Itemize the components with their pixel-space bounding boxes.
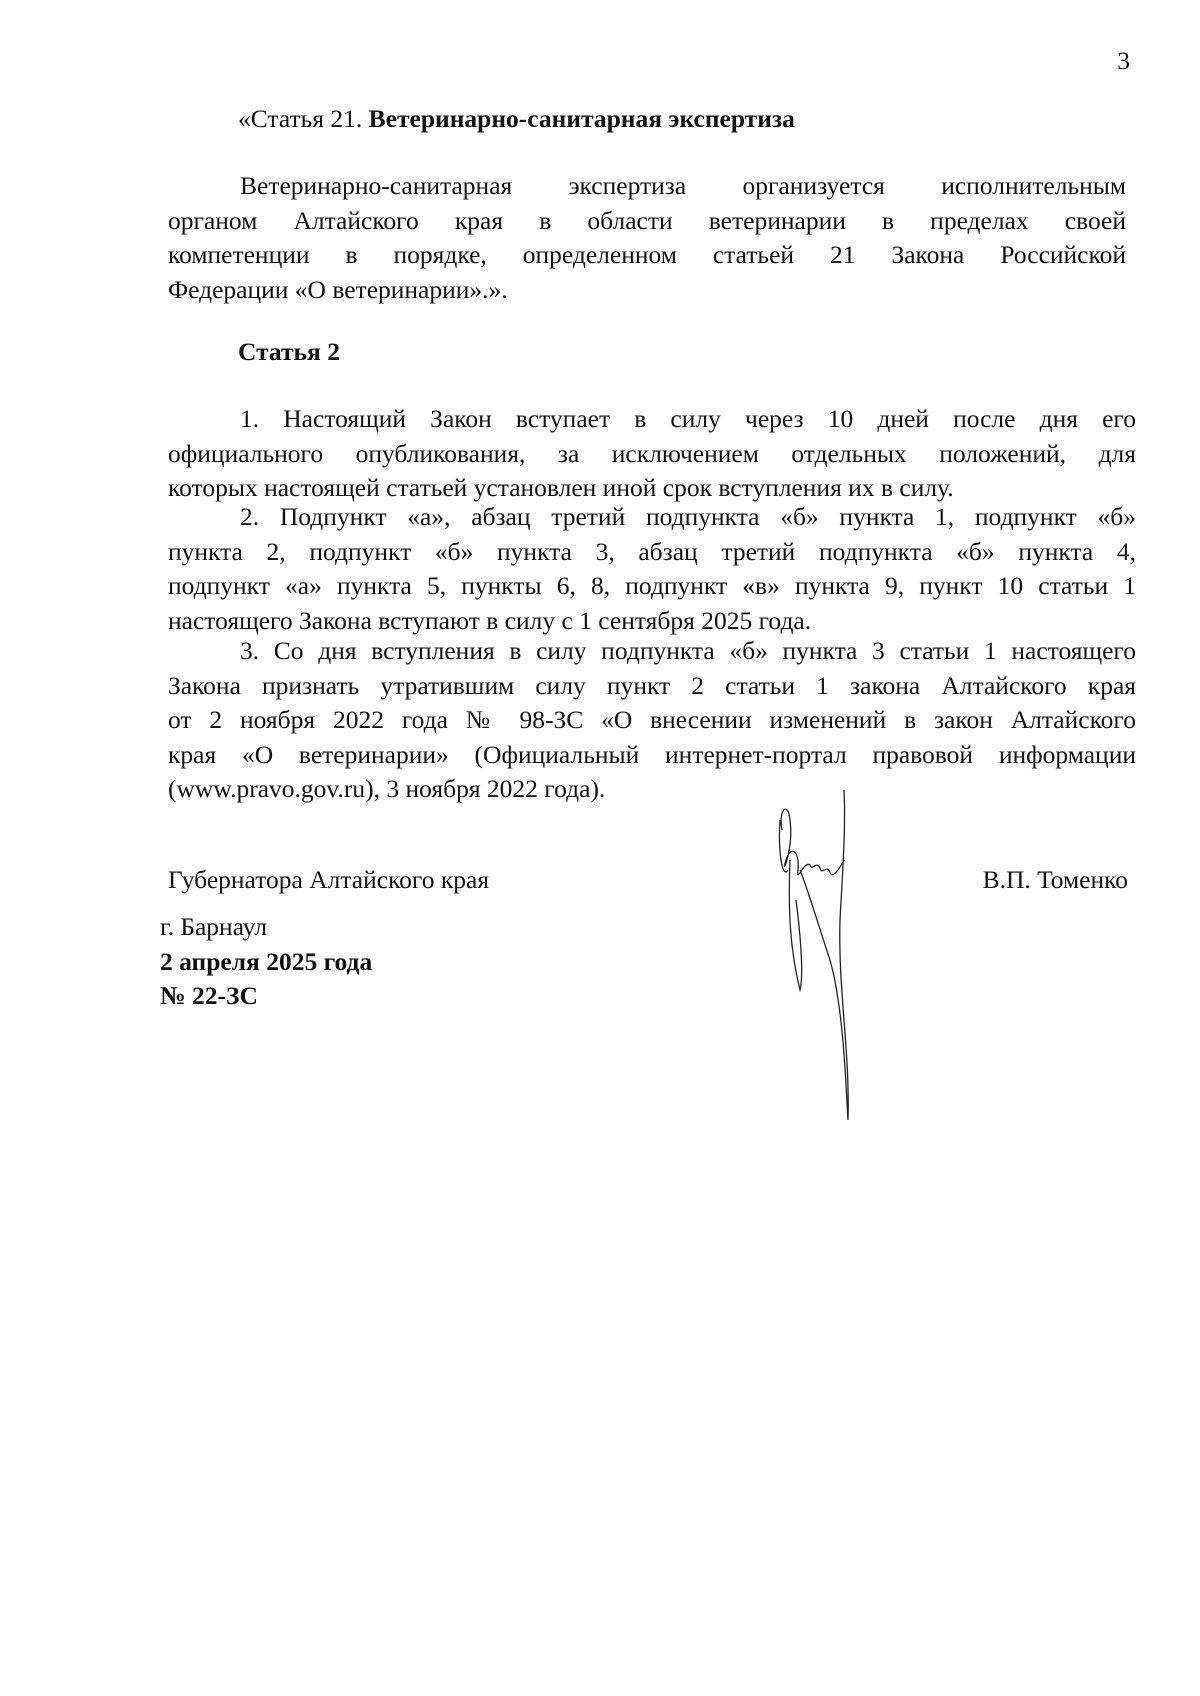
signatory-position: Губернатора Алтайского края — [168, 865, 490, 894]
text-line: органом Алтайского края в области ветеринарии в пределах своей — [168, 205, 1126, 235]
article-2-item-3 — [168, 634, 1136, 807]
article-21-heading — [238, 102, 795, 137]
text-line: 1. Настоящий Закон вступает в силу через 10 дней после дня его — [240, 404, 1136, 433]
text-line: Федерации «О ветеринарии».». — [168, 274, 508, 304]
signatory-name: В.П. Томенко — [982, 865, 1128, 894]
text-line: (www.pravo.gov.ru), 3 ноября 2022 года). — [168, 774, 606, 804]
city: г. Барнаул — [160, 912, 268, 941]
text-line: компетенции в порядке, определенном статьей 21 Закона Российской — [168, 240, 1126, 270]
text-line: пункта 2, подпункт «б» пункта 3, абзац третий подпункта «б» пункта 4, — [168, 536, 1136, 566]
article-2-item-1 — [168, 402, 1136, 506]
handwritten-signature — [760, 790, 940, 1120]
text-line: 3. Со дня вступления в силу подпункта «б» пункта 3 статьи 1 настоящего — [240, 636, 1136, 665]
article-21-prefix: «Статья 21. — [238, 104, 369, 133]
law-number: № 22-ЗС — [160, 981, 258, 1011]
text-line: Закона признать утратившим силу пункт 2 статьи 1 закона Алтайского края — [168, 670, 1136, 700]
text-line: подпункт «а» пункта 5, пункты 6, 8, подпункт «в» пункта 9, пункт 10 статьи 1 — [168, 571, 1136, 601]
date: 2 апреля 2025 года — [160, 946, 373, 976]
text-line: настоящего Закона вступают в силу с 1 сентября 2025 года. — [168, 605, 812, 635]
text-line: которых настоящей статьей установлен иной срок вступления их в силу. — [168, 473, 954, 503]
footer-block — [160, 910, 372, 1014]
article-2-item-2 — [168, 500, 1136, 638]
article-2-heading: Статья 2 — [238, 337, 340, 366]
text-line: Ветеринарно-санитарная экспертиза организуется исполнительным — [240, 171, 1126, 200]
article-21-body — [168, 169, 1126, 307]
text-line: 2. Подпункт «а», абзац третий подпункта «б» пункта 1, подпункт «б» — [240, 502, 1136, 531]
text-line: края «О ветеринарии» (Официальный интернет-портал правовой информации — [168, 739, 1136, 769]
article-21-title: Ветеринарно-санитарная экспертиза — [368, 104, 795, 133]
text-line: от 2 ноября 2022 года № 98-ЗС «О внесении изменений в закон Алтайского — [168, 705, 1136, 735]
page-number: 3 — [1117, 46, 1130, 75]
text-line: официального опубликования, за исключением отдельных положений, для — [168, 438, 1136, 468]
